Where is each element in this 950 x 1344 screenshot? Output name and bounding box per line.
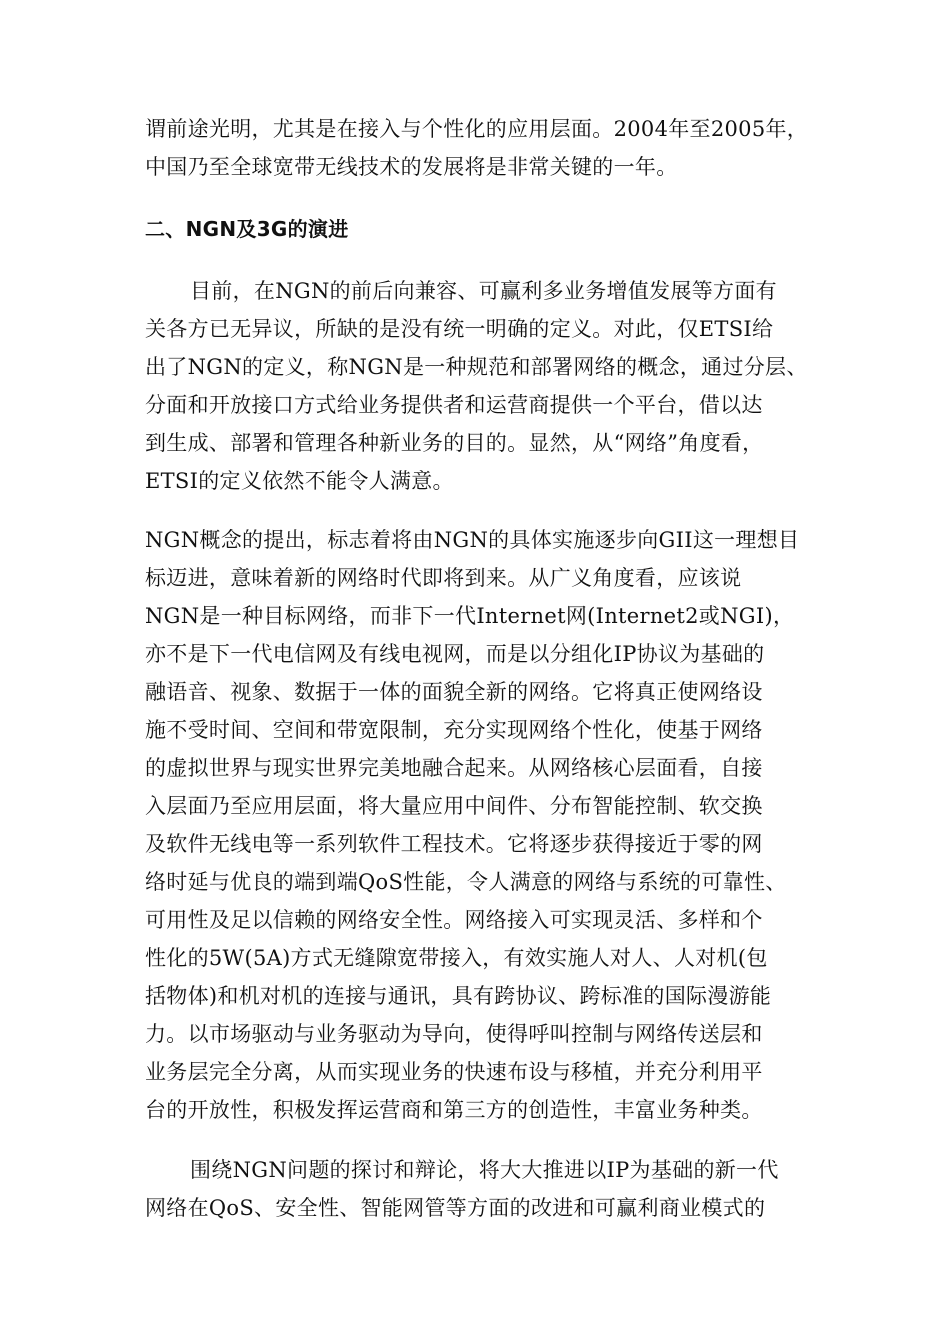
text-line: 亦不是下一代电信网及有线电视网，而是以分组化IP协议为基础的 [145, 642, 765, 666]
text-line: 入层面乃至应用层面，将大量应用中间件、分布智能控制、软交换 [145, 794, 763, 818]
text-line: 台的开放性，积极发挥运营商和第三方的创造性，丰富业务种类。 [145, 1098, 763, 1122]
text-line: 到生成、部署和管理各种新业务的目的。显然，从“网络”角度看， [145, 431, 764, 455]
text-line: 施不受时间、空间和带宽限制，充分实现网络个性化，使基于网络 [145, 718, 763, 742]
text-line: 关各方已无异议，所缺的是没有统一明确的定义。对此，仅ETSI给 [145, 317, 774, 341]
text-line: 力。以市场驱动与业务驱动为导向，使得呼叫控制与网络传送层和 [145, 1022, 763, 1046]
text-line: 网络在QoS、安全性、智能网管等方面的改进和可赢利商业模式的 [145, 1196, 766, 1220]
text-line: 可用性及足以信赖的网络安全性。网络接入可实现灵活、多样和个 [145, 908, 763, 932]
text-line: 目前，在NGN的前后向兼容、可赢利多业务增值发展等方面有 [190, 279, 777, 303]
text-line: 及软件无线电等一系列软件工程技术。它将逐步获得接近于零的网 [145, 832, 763, 856]
text-line: NGN概念的提出，标志着将由NGN的具体实施逐步向GII这一理想目 [145, 528, 800, 552]
text-line: 中国乃至全球宽带无线技术的发展将是非常关键的一年。 [145, 155, 678, 179]
text-line: 标迈进，意味着新的网络时代即将到来。从广义角度看，应该说 [145, 566, 742, 590]
text-line: 谓前途光明，尤其是在接入与个性化的应用层面。2004年至2005年， [145, 117, 809, 141]
text-line: 出了NGN的定义，称NGN是一种规范和部署网络的概念，通过分层、 [145, 355, 808, 379]
text-line: 络时延与优良的端到端QoS性能，令人满意的网络与系统的可靠性、 [145, 870, 787, 894]
text-line: 围绕NGN问题的探讨和辩论，将大大推进以IP为基础的新一代 [190, 1158, 779, 1182]
text-line: 融语音、视象、数据于一体的面貌全新的网络。它将真正使网络设 [145, 680, 763, 704]
text-line: 分面和开放接口方式给业务提供者和运营商提供一个平台，借以达 [145, 393, 763, 417]
text-line: 的虚拟世界与现实世界完美地融合起来。从网络核心层面看，自接 [145, 756, 763, 780]
text-line: 括物体)和机对机的连接与通讯，具有跨协议、跨标准的国际漫游能 [145, 984, 772, 1008]
text-line: 业务层完全分离，从而实现业务的快速布设与移植，并充分利用平 [145, 1060, 763, 1084]
text-line: ETSI的定义依然不能令人满意。 [145, 469, 454, 493]
text-line: NGN是一种目标网络，而非下一代Internet网(Internet2或NGI)， [145, 604, 795, 628]
section-heading: 二、NGN及3G的演进 [145, 217, 349, 241]
text-line: 性化的5W(5A)方式无缝隙宽带接入，有效实施人对人、人对机(包 [145, 946, 768, 970]
